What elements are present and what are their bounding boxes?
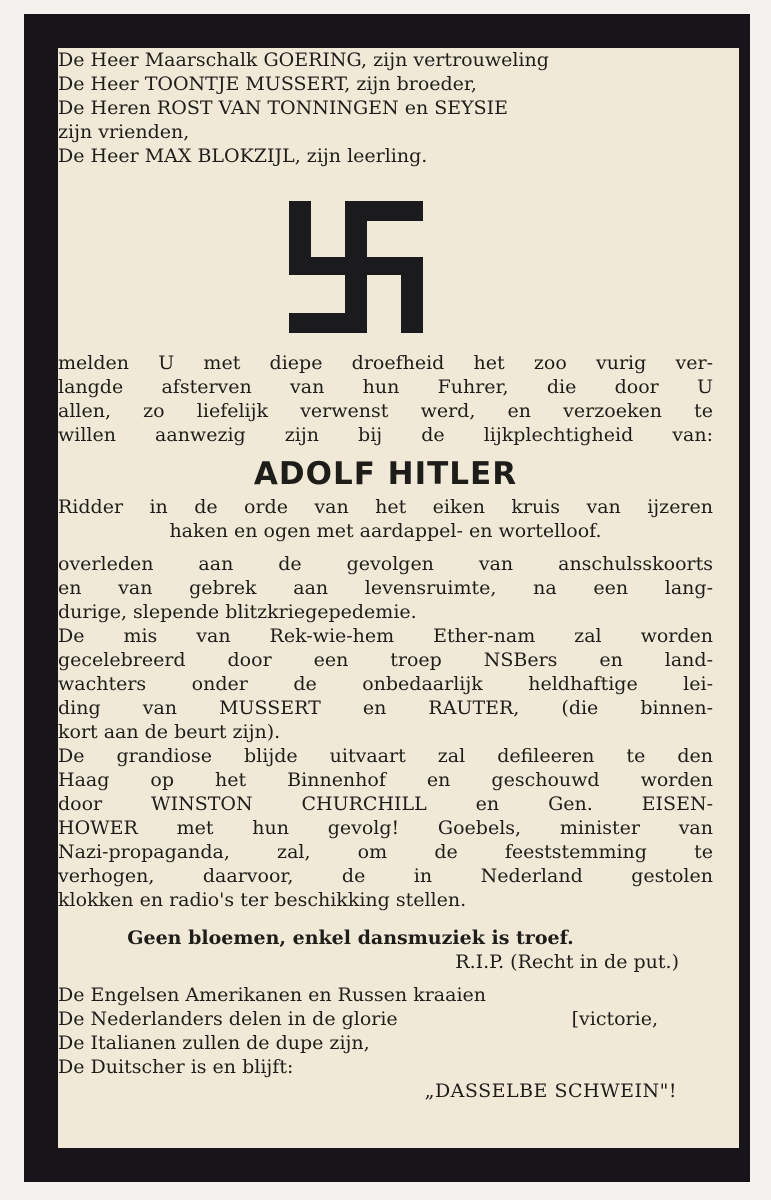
header-line: De Heer Maarschalk GOERING, zijn vertrouweling bbox=[58, 49, 549, 71]
header-line: De Heer TOONTJE MUSSERT, zijn broeder, bbox=[58, 73, 477, 95]
body-line: door WINSTON CHURCHILL en Gen. EISEN- bbox=[58, 793, 713, 815]
body-line: De mis van Rek-wie-hem Ether-nam zal worden bbox=[58, 625, 713, 647]
body-line: De grandiose blijde uitvaart zal defileeren te den bbox=[58, 745, 713, 767]
verse-line-left: De Nederlanders delen in de glorie bbox=[58, 1008, 398, 1030]
no-flowers-note: Geen bloemen, enkel dansmuziek is troef. bbox=[127, 927, 574, 949]
rip-line: R.I.P. (Recht in de put.) bbox=[455, 951, 679, 973]
body-block bbox=[58, 552, 713, 912]
body-line: HOWER met hun gevolg! Goebels, minister van bbox=[58, 817, 713, 839]
body-line: durige, slepende blitzkriegepedemie. bbox=[58, 601, 417, 623]
announcement-line: langde afsterven van hun Fuhrer, die door U bbox=[58, 376, 713, 398]
body-line: klokken en radio's ter beschikking stellen. bbox=[58, 889, 467, 911]
body-line: verhogen, daarvoor, de in Nederland gestolen bbox=[58, 865, 713, 887]
swastika-icon bbox=[289, 201, 423, 333]
announcement-line: melden U met diepe droefheid het zoo vurig ver- bbox=[58, 352, 713, 374]
body-line: en van gebrek aan levensruimte, na een lang- bbox=[58, 577, 713, 599]
body-line: gecelebreerd door een troep NSBers en land- bbox=[58, 649, 713, 671]
verse-line-right: [victorie, bbox=[571, 1008, 658, 1030]
card-text bbox=[58, 48, 713, 1103]
body-line: wachters onder de onbedaarlijk heldhaftige lei- bbox=[58, 673, 713, 695]
verse-block bbox=[58, 983, 713, 1103]
header-line: De Heren ROST VAN TONNINGEN en SEYSIE bbox=[58, 97, 509, 119]
title-line: Ridder in de orde van het eiken kruis van ijzeren bbox=[58, 496, 713, 518]
verse-line: De Engelsen Amerikanen en Russen kraaien bbox=[58, 984, 487, 1006]
announcement-line: allen, zo liefelijk verwenst werd, en verzoeken te bbox=[58, 400, 713, 422]
deceased-name: ADOLF HITLER bbox=[253, 456, 518, 492]
header-block bbox=[58, 48, 713, 168]
verse-line: De Duitscher is en blijft: bbox=[58, 1056, 294, 1078]
title-line: haken en ogen met aardappel- en wortelloof. bbox=[169, 520, 602, 542]
final-line: „DASSELBE SCHWEIN"! bbox=[424, 1080, 677, 1102]
body-line: Nazi-propaganda, zal, om de feeststemming te bbox=[58, 841, 713, 863]
verse-line: De Italianen zullen de dupe zijn, bbox=[58, 1032, 370, 1054]
header-line: De Heer MAX BLOKZIJL, zijn leerling. bbox=[58, 145, 428, 167]
announcement-line: willen aanwezig zijn bij de lijkplechtigheid van: bbox=[58, 424, 713, 446]
body-line: kort aan de beurt zijn). bbox=[58, 721, 281, 743]
body-line: ding van MUSSERT en RAUTER, (die binnen- bbox=[58, 697, 713, 719]
verse-line bbox=[58, 1007, 658, 1031]
body-line: overleden aan de gevolgen van anschulsskoorts bbox=[58, 553, 713, 575]
title-block bbox=[58, 495, 713, 543]
announcement-block bbox=[58, 351, 713, 447]
body-line: Haag op het Binnenhof en geschouwd worden bbox=[58, 769, 713, 791]
header-line: zijn vrienden, bbox=[58, 121, 190, 143]
